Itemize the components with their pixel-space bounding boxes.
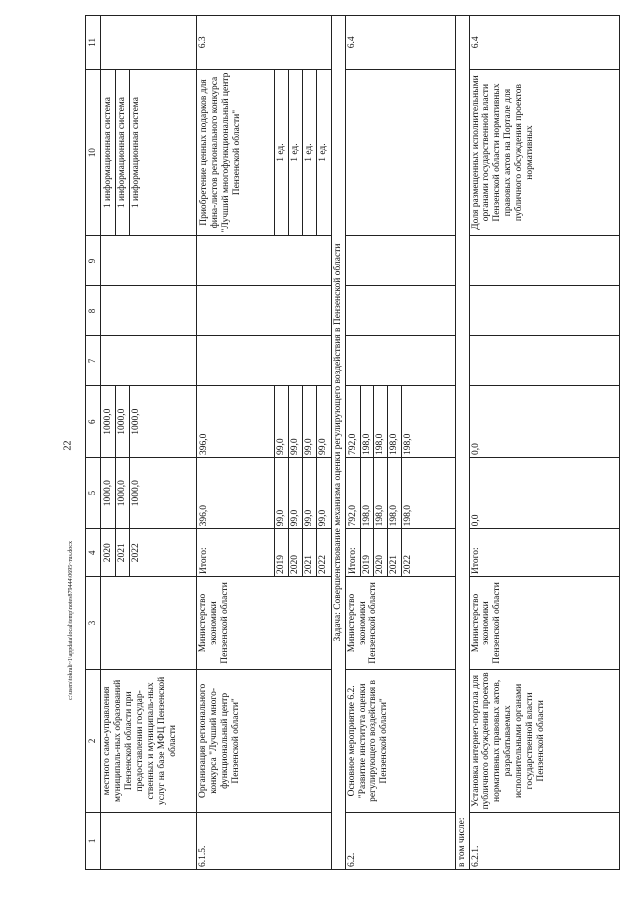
v-tom-chisle: в том числе: <box>455 16 469 870</box>
cell-c11 <box>101 16 197 70</box>
cell-c5: 1000,0 1000,0 1000,0 <box>101 457 197 528</box>
cell-c5: 792,0 198,0 198,0 198,0 198,0 <box>345 457 455 528</box>
header-cell: 7 <box>86 336 101 386</box>
header-row <box>86 16 101 870</box>
header-cell: 8 <box>86 286 101 336</box>
table-row <box>197 16 332 870</box>
cell-c9 <box>101 236 197 286</box>
task-row <box>331 16 345 870</box>
cell-description: Установка интернет-портала для публичного обсуждения проектов нормативных правовых актов, разрабатываемых исполнительными органами государственной власти Пензенской области <box>469 669 619 812</box>
header-cell: 5 <box>86 457 101 528</box>
footer-path: c:\users\tokrali~1\appdata\local\temp\notes879444\0695~rus.docx <box>68 541 74 700</box>
cell-executor: Министерство экономики Пензенской области <box>197 577 332 670</box>
cell-executor: Министерство экономики Пензенской области <box>469 577 619 670</box>
cell-description: местного само-управления муниципаль-ных образований Пензенской области при предоставлении государ-ственных и муниципаль-ных услуг на базе МФЦ Пензенской области <box>101 669 197 812</box>
header-cell: 11 <box>86 16 101 70</box>
cell-c7 <box>197 336 332 386</box>
cell-c9 <box>469 236 619 286</box>
table-row <box>345 16 455 870</box>
cell-c8 <box>469 286 619 336</box>
cell-c5: 0,0 <box>469 457 619 528</box>
header-cell: 10 <box>86 69 101 236</box>
cell-c6: 792,0 198,0 198,0 198,0 198,0 <box>345 386 455 457</box>
cell-years: 2020 2021 2022 <box>101 529 197 577</box>
cell-c6: 1000,0 1000,0 1000,0 <box>101 386 197 457</box>
header-cell: 4 <box>86 529 101 577</box>
program-table <box>85 15 620 870</box>
cell-c6: 0,0 <box>469 386 619 457</box>
header-cell: 3 <box>86 577 101 670</box>
cell-num <box>101 812 197 869</box>
cell-c8 <box>345 286 455 336</box>
task-text: Задача: Совершенствование механизма оценки регулирующего воздействия в Пензенской области <box>331 16 345 870</box>
cell-c10: Приобретение ценных подарков для фина-листов регионального конкурса "Лучший многофункциональный центр Пензенской области" 1 ед. 1 ед. 1 ед. 1 ед. <box>197 69 332 236</box>
cell-c7 <box>345 336 455 386</box>
cell-c7 <box>101 336 197 386</box>
cell-c10 <box>345 69 455 236</box>
cell-years: Итого: 2019 2020 2021 2022 <box>345 529 455 577</box>
cell-c9 <box>345 236 455 286</box>
table-row <box>101 16 197 870</box>
cell-num: 6.1.5. <box>197 812 332 869</box>
header-cell: 2 <box>86 669 101 812</box>
cell-executor <box>101 577 197 670</box>
cell-c11: 6.3 <box>197 16 332 70</box>
cell-c7 <box>469 336 619 386</box>
cell-c10: Доля размещенных исполнительными органами государственной власти Пензенской области нормативных правовых актов на Портале для публичного обсуждения проектов нормативных <box>469 69 619 236</box>
cell-c5: 396,0 99,0 99,0 99,0 99,0 <box>197 457 332 528</box>
cell-description: Организация регионального конкурса "Лучший много-функциональный центр Пензенской области" <box>197 669 332 812</box>
cell-num: 6.2. <box>345 812 455 869</box>
cell-c11: 6.4 <box>345 16 455 70</box>
cell-executor: Министерство экономики Пензенской области <box>345 577 455 670</box>
cell-c9 <box>197 236 332 286</box>
header-cell: 9 <box>86 236 101 286</box>
cell-c10: 1 информационная система 1 информационная система 1 информационная система <box>101 69 197 236</box>
cell-c8 <box>197 286 332 336</box>
cell-c11: 6.4 <box>469 16 619 70</box>
header-cell: 1 <box>86 812 101 869</box>
cell-c8 <box>101 286 197 336</box>
cell-c6: 396,0 99,0 99,0 99,0 99,0 <box>197 386 332 457</box>
subheading-row <box>455 16 469 870</box>
rotated-table-wrapper <box>85 15 630 870</box>
header-cell: 6 <box>86 386 101 457</box>
table-row <box>469 16 619 870</box>
cell-num: 6.2.1. <box>469 812 619 869</box>
cell-years: Итого: 2019 2020 2021 2022 <box>197 529 332 577</box>
cell-years: Итого: <box>469 529 619 577</box>
cell-description: Основное мероприятие 6.2. "Развитие института оценки регулирующего воздействия в Пензенской области" <box>345 669 455 812</box>
